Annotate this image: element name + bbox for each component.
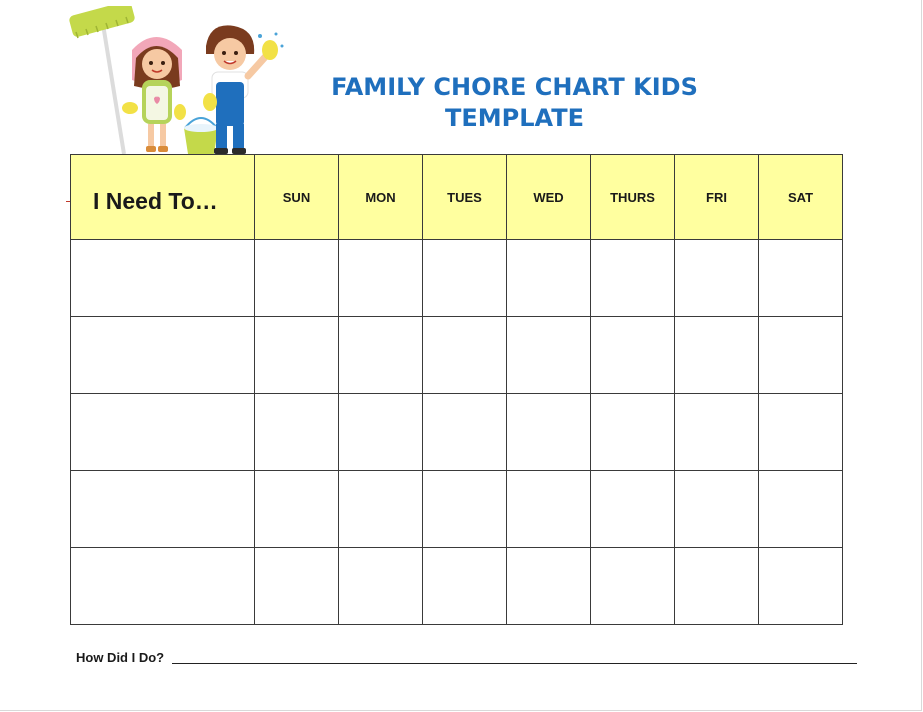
day-cell[interactable] [423, 548, 507, 625]
header-day-fri: FRI [675, 155, 759, 240]
day-cell[interactable] [591, 240, 675, 317]
day-cell[interactable] [759, 317, 843, 394]
day-cell[interactable] [675, 548, 759, 625]
day-cell[interactable] [759, 548, 843, 625]
day-cell[interactable] [759, 471, 843, 548]
day-cell[interactable] [759, 240, 843, 317]
day-cell[interactable] [507, 240, 591, 317]
day-cell[interactable] [255, 317, 339, 394]
day-cell[interactable] [759, 394, 843, 471]
day-cell[interactable] [255, 548, 339, 625]
header-day-wed: WED [507, 155, 591, 240]
chore-cell[interactable] [71, 240, 255, 317]
table-row [71, 240, 843, 317]
day-cell[interactable] [339, 394, 423, 471]
chore-cell[interactable] [71, 471, 255, 548]
how-did-i-do-label: How Did I Do? [76, 650, 165, 665]
chore-chart-table [70, 154, 843, 625]
day-cell[interactable] [423, 317, 507, 394]
day-cell[interactable] [339, 548, 423, 625]
day-cell[interactable] [675, 471, 759, 548]
day-cell[interactable] [591, 548, 675, 625]
how-did-i-do-line[interactable] [172, 663, 857, 664]
day-cell[interactable] [675, 394, 759, 471]
day-cell[interactable] [255, 394, 339, 471]
day-cell[interactable] [507, 394, 591, 471]
header-row [71, 155, 843, 240]
day-cell[interactable] [675, 240, 759, 317]
header-day-sat: SAT [759, 155, 843, 240]
day-cell[interactable] [423, 394, 507, 471]
page-title-line-2: TEMPLATE [444, 104, 584, 132]
table-row [71, 471, 843, 548]
page-title [322, 72, 707, 134]
day-cell[interactable] [339, 240, 423, 317]
day-cell[interactable] [255, 240, 339, 317]
day-cell[interactable] [507, 471, 591, 548]
header-day-mon: MON [339, 155, 423, 240]
kids-cleaning-illustration-icon [64, 6, 296, 156]
table-row [71, 548, 843, 625]
day-cell[interactable] [507, 548, 591, 625]
day-cell[interactable] [591, 394, 675, 471]
header-day-tues: TUES [423, 155, 507, 240]
day-cell[interactable] [675, 317, 759, 394]
table-row [71, 394, 843, 471]
day-cell[interactable] [423, 471, 507, 548]
chore-cell[interactable] [71, 317, 255, 394]
page-title-line-1: FAMILY CHORE CHART KIDS [331, 73, 698, 101]
chore-cell[interactable] [71, 548, 255, 625]
day-cell[interactable] [507, 317, 591, 394]
day-cell[interactable] [591, 471, 675, 548]
day-cell[interactable] [423, 240, 507, 317]
day-cell[interactable] [339, 471, 423, 548]
day-cell[interactable] [339, 317, 423, 394]
table-row [71, 317, 843, 394]
day-cell[interactable] [591, 317, 675, 394]
chore-cell[interactable] [71, 394, 255, 471]
header-day-sun: SUN [255, 155, 339, 240]
day-cell[interactable] [255, 471, 339, 548]
header-chore: I Need To… [71, 155, 255, 240]
header-day-thurs: THURS [591, 155, 675, 240]
